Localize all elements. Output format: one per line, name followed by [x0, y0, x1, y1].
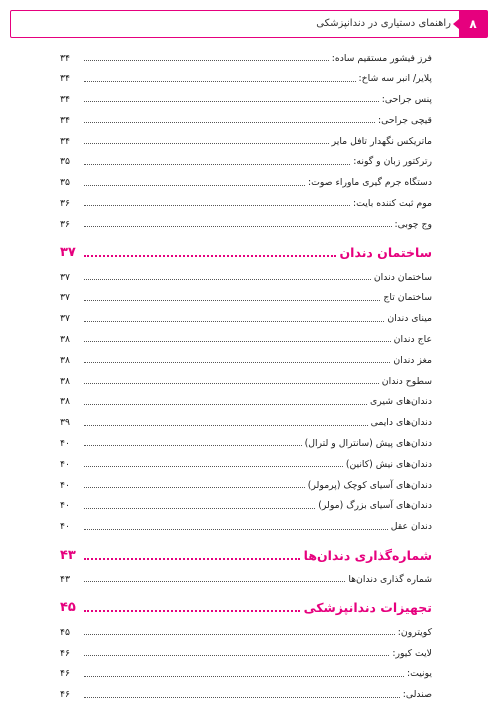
entry-page-number: ۳۶	[60, 218, 70, 230]
dot-leader	[84, 164, 350, 165]
dot-leader	[84, 425, 368, 426]
toc-entry[interactable]	[60, 430, 432, 451]
entry-title: مینای دندان	[387, 313, 432, 325]
entry-title: ساختمان دندان	[373, 271, 432, 283]
entry-title: پنس جراحی:	[381, 94, 432, 106]
toc-entry[interactable]	[60, 169, 432, 190]
dot-leader	[84, 205, 350, 206]
dot-leader	[84, 60, 329, 61]
toc-entry[interactable]	[60, 492, 432, 513]
toc-section-heading[interactable]	[60, 592, 432, 618]
dot-leader	[84, 634, 395, 635]
entry-page-number: ۳۵	[60, 156, 70, 168]
entry-page-number: ۳۴	[60, 73, 70, 85]
entry-page-number: ۴۳	[60, 574, 70, 586]
dot-leader	[84, 404, 367, 405]
toc-entry[interactable]	[60, 681, 432, 702]
entry-title: دندان عقل	[390, 521, 432, 533]
toc-entry[interactable]	[60, 618, 432, 639]
dot-leader	[84, 362, 390, 363]
entry-page-number: ۴۵	[60, 626, 70, 638]
toc-entry[interactable]	[60, 44, 432, 65]
toc-entry[interactable]	[60, 326, 432, 347]
dot-leader	[84, 466, 343, 467]
entry-title: مغز دندان	[393, 354, 432, 366]
entry-page-number: ۴۶	[60, 689, 70, 701]
dot-leader	[84, 581, 345, 582]
section-page-number: ۳۷	[60, 245, 76, 261]
entry-page-number: ۳۸	[60, 375, 70, 387]
entry-title: پلایر/ انبر سه شاخ:	[358, 73, 432, 85]
entry-page-number: ۴۰	[60, 458, 70, 470]
entry-page-number: ۳۴	[60, 114, 70, 126]
dot-leader	[84, 529, 388, 530]
toc-entry[interactable]	[60, 471, 432, 492]
dot-leader	[84, 697, 400, 698]
toc-section-heading[interactable]	[60, 237, 432, 263]
toc-entry[interactable]	[60, 305, 432, 326]
entry-page-number: ۳۵	[60, 177, 70, 189]
toc-entry[interactable]	[60, 660, 432, 681]
section-page-number: ۴۵	[60, 600, 76, 616]
entry-title: ماتریکس نگهدار تافل مایر	[331, 135, 432, 147]
toc-entry[interactable]	[60, 65, 432, 86]
dot-leader	[84, 676, 404, 677]
entry-page-number: ۳۴	[60, 94, 70, 106]
dot-leader	[84, 383, 379, 384]
toc-entry[interactable]	[60, 639, 432, 660]
dot-leader	[84, 487, 305, 488]
toc-entry[interactable]	[60, 513, 432, 534]
toc-entry[interactable]	[60, 127, 432, 148]
dot-leader	[84, 226, 392, 227]
entry-title: ساختمان تاج	[383, 292, 432, 304]
toc-entry[interactable]	[60, 566, 432, 587]
dot-leader	[84, 341, 391, 342]
entry-page-number: ۳۸	[60, 396, 70, 408]
toc-entry[interactable]	[60, 148, 432, 169]
entry-title: دندان‌های آسیای کوچک (پرمولر)	[307, 479, 432, 491]
dot-leader	[84, 255, 336, 257]
toc-entry[interactable]	[60, 388, 432, 409]
entry-page-number: ۳۴	[60, 52, 70, 64]
table-of-contents	[60, 44, 432, 702]
entry-page-number: ۴۰	[60, 500, 70, 512]
book-title: راهنمای دستیاری در دندانپزشکی	[316, 18, 451, 29]
section-page-number: ۴۳	[60, 547, 76, 563]
entry-title: کویترون:	[397, 626, 432, 638]
dot-leader	[84, 279, 371, 280]
section-title: ساختمان دندان	[339, 245, 432, 261]
entry-page-number: ۳۸	[60, 354, 70, 366]
entry-title: عاج دندان	[393, 334, 432, 346]
entry-page-number: ۳۹	[60, 417, 70, 429]
entry-title: دندان‌های دایمی	[370, 417, 432, 429]
entry-page-number: ۳۷	[60, 313, 70, 325]
dot-leader	[84, 655, 389, 656]
entry-page-number: ۳۴	[60, 135, 70, 147]
dot-leader	[84, 445, 302, 446]
toc-entry[interactable]	[60, 263, 432, 284]
dot-leader	[84, 300, 380, 301]
entry-title: صندلی:	[402, 689, 432, 701]
section-title: تجهیزات دندانپزشکی	[303, 600, 432, 616]
entry-title: دندان‌های شیری	[370, 396, 432, 408]
entry-page-number: ۴۰	[60, 521, 70, 533]
dot-leader	[84, 122, 375, 123]
toc-entry[interactable]	[60, 367, 432, 388]
entry-page-number: ۴۰	[60, 438, 70, 450]
toc-section-heading[interactable]	[60, 540, 432, 566]
entry-title: موم ثبت کننده بایت:	[353, 198, 432, 210]
dot-leader	[84, 81, 356, 82]
dot-leader	[84, 143, 329, 144]
entry-page-number: ۳۷	[60, 292, 70, 304]
toc-entry[interactable]	[60, 450, 432, 471]
toc-entry[interactable]	[60, 210, 432, 231]
entry-page-number: ۳۸	[60, 334, 70, 346]
entry-title: فرز فیشور مستقیم ساده:	[331, 52, 432, 64]
toc-entry[interactable]	[60, 284, 432, 305]
page-number-badge: ۸	[459, 11, 487, 37]
dot-leader	[84, 508, 315, 509]
dot-leader	[84, 610, 300, 612]
entry-title: سطوح دندان	[381, 375, 432, 387]
entry-title: قیچی جراحی:	[377, 114, 432, 126]
entry-title: شماره گذاری دندان‌ها	[348, 574, 432, 586]
dot-leader	[84, 185, 305, 186]
entry-title: دندان‌های نیش (کانین)	[345, 458, 432, 470]
toc-entry[interactable]	[60, 346, 432, 367]
toc-entry[interactable]	[60, 106, 432, 127]
entry-title: رترکتور زبان و گونه:	[353, 156, 432, 168]
entry-page-number: ۴۶	[60, 647, 70, 659]
entry-title: دندان‌های پیش (سانترال و لترال)	[304, 438, 432, 450]
entry-page-number: ۴۶	[60, 668, 70, 680]
running-header	[10, 10, 488, 38]
toc-entry[interactable]	[60, 86, 432, 107]
entry-page-number: ۳۶	[60, 198, 70, 210]
dot-leader	[84, 321, 384, 322]
entry-title: دستگاه جرم گیری ماوراء صوت:	[308, 177, 432, 189]
dot-leader	[84, 101, 379, 102]
toc-entry[interactable]	[60, 190, 432, 211]
dot-leader	[84, 558, 300, 560]
entry-page-number: ۴۰	[60, 479, 70, 491]
entry-title: لایت کیور:	[392, 647, 432, 659]
entry-page-number: ۳۷	[60, 271, 70, 283]
entry-title: وج چوبی:	[394, 218, 432, 230]
entry-title: دندان‌های آسیای بزرگ (مولر)	[318, 500, 432, 512]
entry-title: یونیت:	[406, 668, 432, 680]
toc-entry[interactable]	[60, 409, 432, 430]
section-title: شماره‌گذاری دندان‌ها	[303, 547, 432, 563]
